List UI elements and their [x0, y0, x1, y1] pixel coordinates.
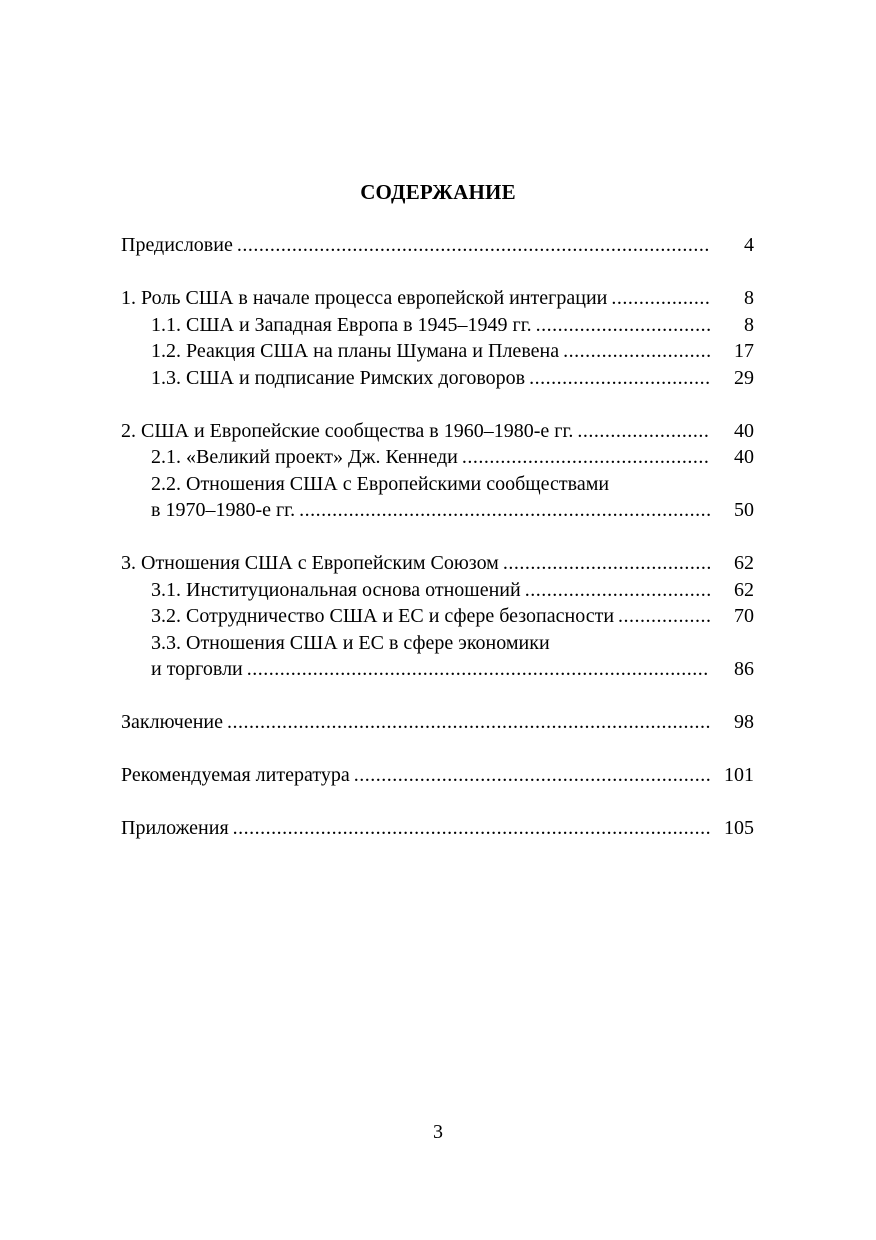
dot-leader: [611, 285, 710, 312]
toc-entry-page: 62: [734, 578, 754, 601]
dot-leader: [237, 232, 710, 259]
toc-entry-text: 2.1. «Великий проект» Дж. Кеннеди: [151, 446, 458, 468]
toc-entry-section-3-1: [121, 577, 754, 604]
toc-entry-page: 101: [724, 764, 754, 786]
toc-entry-page: 86: [734, 658, 754, 680]
toc-entry-text: 1.3. США и подписание Римских договоров: [151, 366, 526, 389]
toc-entry-appendices: [121, 815, 754, 842]
toc-entry-page: 17: [734, 340, 754, 362]
toc-entry-text: 1.1. США и Западная Европа в 1945–1949 гг.: [151, 313, 532, 336]
toc-entry-section-1-2: [121, 338, 754, 365]
dot-leader: [536, 312, 710, 339]
dot-leader: [503, 550, 710, 577]
toc-entry-text: и торговли: [151, 658, 243, 680]
dot-leader: [525, 577, 710, 604]
toc-entry-section-3-2: [121, 603, 754, 630]
toc-entry-page: 50: [734, 499, 754, 521]
dot-leader: [577, 418, 710, 445]
toc-entry-text: 3. Отношения США с Европейским Союзом: [121, 552, 499, 574]
toc-entry-page: 29: [734, 366, 754, 389]
toc-entry-page: 40: [734, 419, 754, 442]
toc-entry-text: 3.3. Отношения США и ЕС в сфере экономики: [151, 631, 550, 654]
toc-entry-page: 105: [724, 817, 754, 839]
toc-entry-text: 3.1. Институциональная основа отношений: [151, 578, 521, 601]
toc-entry-chapter-2: [121, 418, 754, 445]
toc-entry-text: 1.2. Реакция США на планы Шумана и Плевена: [151, 340, 560, 362]
toc-entry-text: 2.2. Отношения США с Европейскими сообществами: [151, 472, 610, 495]
table-of-contents: [121, 232, 754, 842]
toc-entry-text: Предисловие: [121, 234, 233, 256]
toc-entry-page: 62: [734, 552, 754, 574]
toc-entry-text: Рекомендуемая литература: [121, 764, 350, 786]
toc-entry-chapter-1: [121, 285, 754, 312]
toc-entry-page: 8: [744, 313, 754, 336]
toc-entry-text: 2. США и Европейские сообщества в 1960–1980-е гг.: [121, 419, 574, 442]
toc-entry-literature: [121, 762, 754, 789]
toc-entry-text: Приложения: [121, 817, 229, 839]
dot-leader: [462, 444, 710, 471]
toc-entry-text: 1. Роль США в начале процесса европейской интеграции: [121, 287, 608, 309]
toc-entry-page: 98: [734, 711, 754, 733]
dot-leader: [529, 365, 710, 392]
toc-entry-section-2-2-line-2: [121, 497, 754, 524]
toc-entry-text: в 1970–1980-е гг.: [151, 499, 296, 521]
toc-entry-section-2-2-line-1: [121, 471, 754, 498]
toc-entry-section-1-1: [121, 312, 754, 339]
toc-entry-page: 40: [734, 446, 754, 468]
toc-entry-section-3-3-line-1: [121, 630, 754, 657]
toc-entry-conclusion: [121, 709, 754, 736]
dot-leader: [247, 656, 710, 683]
dot-leader: [227, 709, 710, 736]
dot-leader: [299, 497, 710, 524]
page-title: СОДЕРЖАНИЕ: [360, 180, 516, 204]
page-number: 3: [433, 1121, 443, 1143]
toc-entry-page: 4: [744, 234, 754, 256]
toc-entry-section-2-1: [121, 444, 754, 471]
toc-entry-preface: [121, 232, 754, 259]
toc-entry-section-1-3: [121, 365, 754, 392]
dot-leader: [233, 815, 710, 842]
toc-entry-page: 70: [734, 605, 754, 627]
toc-entry-chapter-3: [121, 550, 754, 577]
toc-entry-text: 3.2. Сотрудничество США и ЕС и сфере безопасности: [151, 605, 615, 627]
toc-entry-section-3-3-line-2: [121, 656, 754, 683]
toc-entry-page: 8: [744, 287, 754, 309]
toc-entry-text: Заключение: [121, 711, 223, 733]
dot-leader: [563, 338, 710, 365]
dot-leader: [354, 762, 710, 789]
dot-leader: [618, 603, 710, 630]
